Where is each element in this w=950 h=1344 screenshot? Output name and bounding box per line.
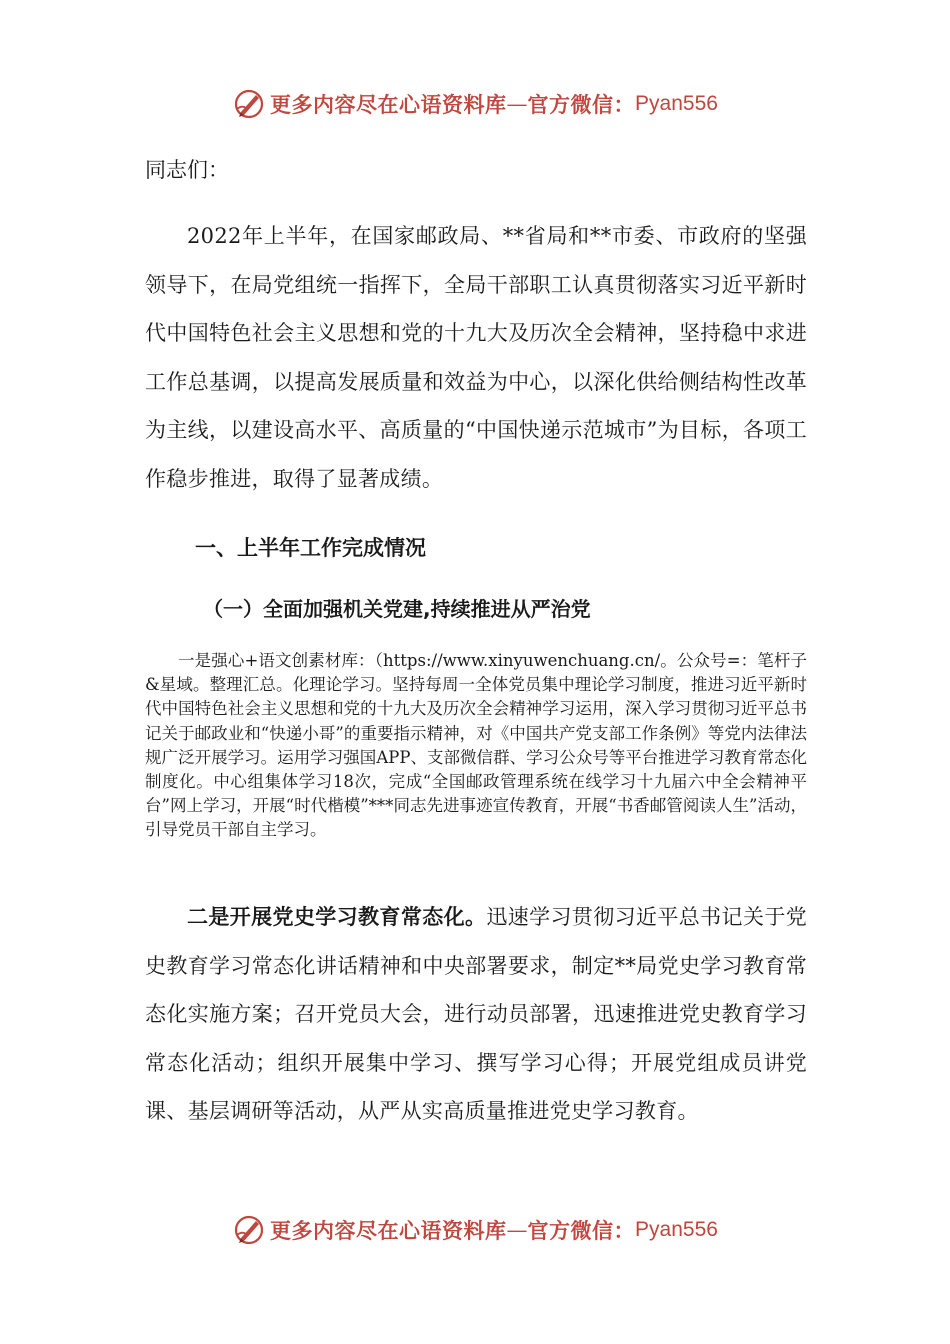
footer-banner: [0, 1210, 950, 1250]
pen-logo-icon: [232, 1213, 266, 1247]
pen-logo-icon: [232, 87, 266, 121]
banner-wechat-id: Pyan556: [635, 92, 718, 115]
banner-wechat-label: 官方微信：: [527, 1218, 636, 1243]
banner-wechat-label: 官方微信：: [527, 92, 636, 117]
greeting: 同志们：: [145, 158, 229, 182]
banner-separator: —: [506, 1218, 528, 1242]
header-banner: [0, 84, 950, 124]
subsection-heading: （一）全面加强机关党建,持续推进从严治党: [203, 597, 591, 621]
banner-separator: —: [506, 92, 528, 116]
section-heading: 一、上半年工作完成情况: [195, 536, 426, 560]
banner-wechat-id: Pyan556: [635, 1218, 718, 1241]
paragraph-theory-study: 一是强心+语文创素材库：（https://www.xinyuwenchuang.cn/。公众号=：笔杆子&星域。整理汇总。化理论学习。坚持每周一全体党员集中理论学习制度，推进习近平新时代中国特色社会主义思想和党的十九大及历次全会精神学习运用，深入学习贯彻习近平总书记关于邮政业和“快递小哥”的重要指示精神，对《中国共产党支部工作条例》等党内法律法规广泛开展学习。运用学习强国APP、支部微信群、学习公众号等平台推进学习教育常态化制度化。中心组集体学习18次，完成“全国邮政管理系统在线学习十九届六中全会精神平台”网上学习，开展“时代楷模”***同志先进事迹宣传教育，开展“书香邮管阅读人生”活动，引导党员干部自主学习。: [145, 651, 807, 840]
paragraph-body: 迅速学习贯彻习近平总书记关于党史教育学习常态化讲话精神和中央部署要求，制定**局党史学习教育常态化实施方案；召开党员大会，进行动员部署，迅速推进党史教育学习常态化活动；组织开展集中学习、撰写学习心得；开展党组成员讲党课、基层调研等活动，从严从实高质量推进党史学习教育。: [145, 905, 808, 1123]
paragraph-lead: 二是开展党史学习教育常态化。: [187, 905, 487, 929]
intro-paragraph: 2022年上半年，在国家邮政局、**省局和**市委、市政府的坚强领导下，在局党组统一指挥下，全局干部职工认真贯彻落实习近平新时代中国特色社会主义思想和党的十九大及历次全会精神，坚持稳中求进工作总基调，以提高发展质量和效益为中心，以深化供给侧结构性改革为主线，以建设高水平、高质量的“中国快递示范城市”为目标，各项工作稳步推进，取得了显著成绩。: [145, 224, 807, 491]
banner-text: 更多内容尽在心语资料库: [270, 92, 507, 117]
banner-text: 更多内容尽在心语资料库: [270, 1218, 507, 1243]
paragraph-party-history: [145, 893, 807, 1136]
